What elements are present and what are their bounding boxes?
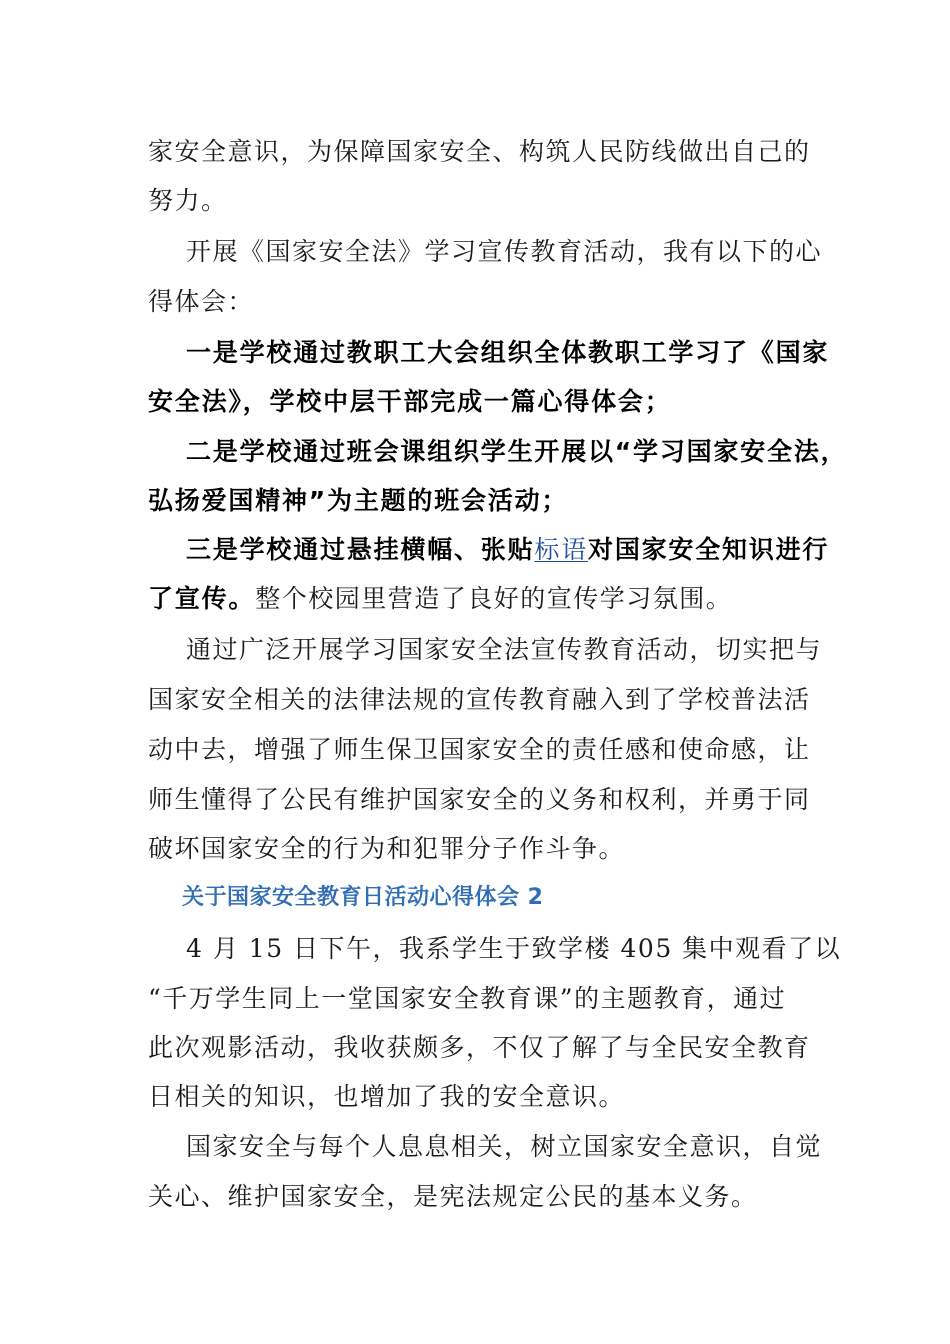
paragraph-line: 关心、维护国家安全，是宪法规定公民的基本义务。 (148, 1182, 758, 1211)
paragraph-line: 国家安全与每个人息息相关，树立国家安全意识，自觉 (186, 1132, 823, 1161)
paragraph-line: 国家安全相关的法律法规的宣传教育融入到了学校普法活 (148, 685, 811, 714)
mixed-paragraph-line (148, 582, 732, 616)
paragraph-line: 努力。 (148, 186, 228, 215)
normal-text: 整个校园里营造了良好的宣传学习氛围。 (255, 584, 733, 613)
paragraph-line: 师生懂得了公民有维护国家安全的义务和权利，并勇于同 (148, 785, 811, 814)
slogan-link[interactable]: 标语 (534, 535, 589, 564)
bold-paragraph-line-with-link (186, 533, 829, 567)
paragraph-line: “千万学生同上一堂国家安全教育课”的主题教育，通过 (148, 984, 787, 1013)
bold-paragraph-line: 一是学校通过教职工大会组织全体教职工学习了《国家 (186, 338, 830, 367)
paragraph-line: 动中去，增强了师生保卫国家安全的责任感和使命感，让 (148, 735, 811, 764)
paragraph-line: 家安全意识，为保障国家安全、构筑人民防线做出自己的 (148, 137, 811, 166)
bold-text: 了宣传。 (148, 584, 256, 613)
bold-text: 对国家安全知识进行 (588, 535, 830, 564)
paragraph-line: 得体会： (148, 287, 255, 316)
paragraph-line: 4 月 15 日下午，我系学生于致学楼 405 集中观看了以 (186, 934, 842, 963)
paragraph-line: 开展《国家安全法》学习宣传教育活动，我有以下的心 (186, 237, 823, 266)
bold-text: 三是学校通过悬挂横幅、张贴 (186, 535, 535, 564)
paragraph-line: 通过广泛开展学习国家安全法宣传教育活动，切实把与 (186, 635, 823, 664)
section-heading: 关于国家安全教育日活动心得体会 2 (182, 885, 544, 910)
bold-paragraph-line: 安全法》，学校中层干部完成一篇心得体会； (148, 387, 672, 416)
paragraph-line: 此次观影活动，我收获颇多，不仅了解了与全民安全教育 (148, 1033, 811, 1062)
bold-paragraph-line: 弘扬爱国精神”为主题的班会活动； (148, 486, 569, 515)
paragraph-line: 日相关的知识，也增加了我的安全意识。 (148, 1082, 626, 1111)
bold-paragraph-line: 二是学校通过班会课组织学生开展以“学习国家安全法， (186, 437, 848, 466)
paragraph-line: 破坏国家安全的行为和犯罪分子作斗争。 (148, 834, 626, 863)
